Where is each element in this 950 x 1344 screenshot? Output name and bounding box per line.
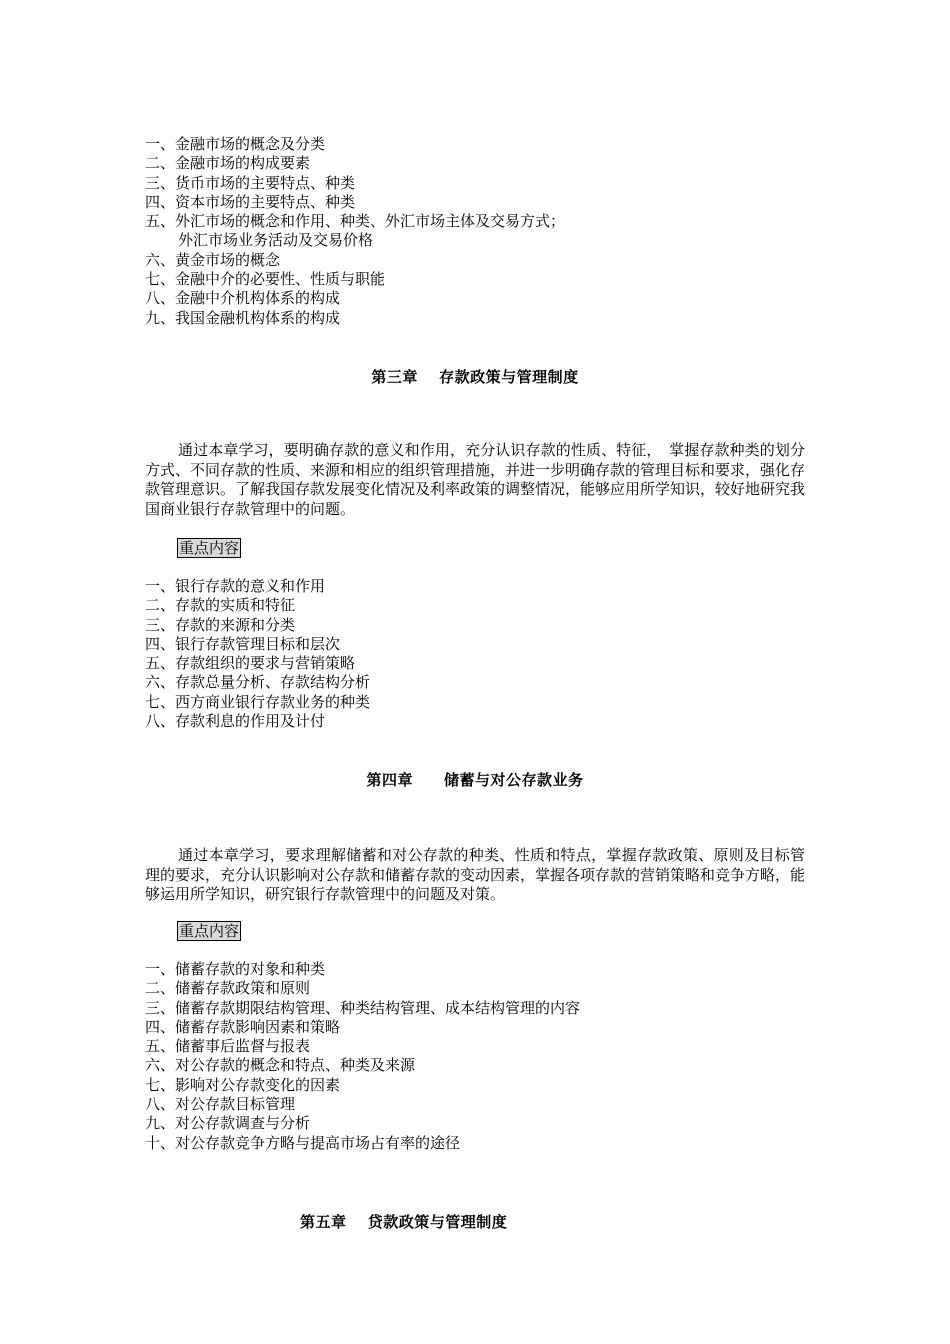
list-item: 七、影响对公存款变化的因素 (145, 1075, 341, 1094)
list-item: 一、银行存款的意义和作用 (145, 577, 326, 595)
chapter5-title: 第五章 贷款政策与管理制度 (300, 1213, 508, 1231)
list-item-continuation: 外汇市场业务活动及交易价格 (178, 231, 374, 250)
chapter3-key-list (145, 577, 370, 731)
list-item: 八、存款利息的作用及计付 (145, 712, 326, 731)
chapter4-key-list (145, 960, 580, 1153)
list-item: 九、对公存款调查与分析 (145, 1114, 311, 1133)
list-item: 八、对公存款目标管理 (145, 1095, 296, 1114)
section2-topic-list (145, 135, 565, 328)
list-item: 六、黄金市场的概念 (145, 250, 281, 269)
list-item: 一、储蓄存款的对象和种类 (145, 960, 326, 978)
list-item: 八、金融中介机构体系的构成 (145, 289, 341, 308)
list-item: 四、资本市场的主要特点、种类 (145, 192, 356, 211)
list-item: 三、存款的来源和分类 (145, 615, 296, 634)
chapter3-key-content-badge: 重点内容 (179, 539, 240, 557)
chapter3-title: 第三章 存款政策与管理制度 (371, 368, 579, 386)
list-item: 六、对公存款的概念和特点、种类及来源 (145, 1056, 416, 1075)
list-item: 三、储蓄存款期限结构管理、种类结构管理、成本结构管理的内容 (145, 998, 581, 1017)
chapter4-intro: 通过本章学习，要求理解储蓄和对公存款的种类、性质和特点，掌握存款政策、原则及目标管理的要求，充分认识影响对公存款和储蓄存款的变动因素，掌握各项存款的营销策略和竞争方略，能够运用所学知识，研究银行存款管理中的问题及对策。 (145, 846, 806, 903)
list-item: 五、存款组织的要求与营销策略 (145, 654, 356, 673)
list-item: 四、储蓄存款影响因素和策略 (145, 1017, 341, 1036)
list-item: 六、存款总量分析、存款结构分析 (145, 673, 371, 692)
list-item: 七、西方商业银行存款业务的种类 (145, 692, 371, 711)
chapter4-key-content-badge: 重点内容 (179, 922, 240, 940)
list-item: 二、存款的实质和特征 (145, 596, 296, 615)
list-item: 二、金融市场的构成要素 (145, 154, 311, 173)
chapter4-title: 第四章 储蓄与对公存款业务 (366, 771, 584, 789)
chapter3-intro: 通过本章学习，要明确存款的意义和作用，充分认识存款的性质、特征， 掌握存款种类的划分方式、不同存款的性质、来源和相应的组织管理措施，并进一步明确存款的管理目标和要求，强化存款管理意识。了解我国存款发展变化情况及利率政策的调整情况，能够应用所学知识，较好地研究我国商业银行存款管理中的问题。 (145, 441, 806, 518)
list-item: 一、金融市场的概念及分类 (145, 135, 326, 153)
list-item: 五、储蓄事后监督与报表 (145, 1037, 311, 1056)
list-item: 七、金融中介的必要性、性质与职能 (145, 270, 386, 289)
list-item: 二、储蓄存款政策和原则 (145, 979, 311, 998)
list-item: 四、银行存款管理目标和层次 (145, 634, 341, 653)
list-item: 九、我国金融机构体系的构成 (145, 308, 341, 327)
list-item: 三、货币市场的主要特点、种类 (145, 173, 356, 192)
list-item: 五、外汇市场的概念和作用、种类、外汇市场主体及交易方式； (145, 212, 566, 231)
list-item: 十、对公存款竞争方略与提高市场占有率的途径 (145, 1133, 461, 1152)
